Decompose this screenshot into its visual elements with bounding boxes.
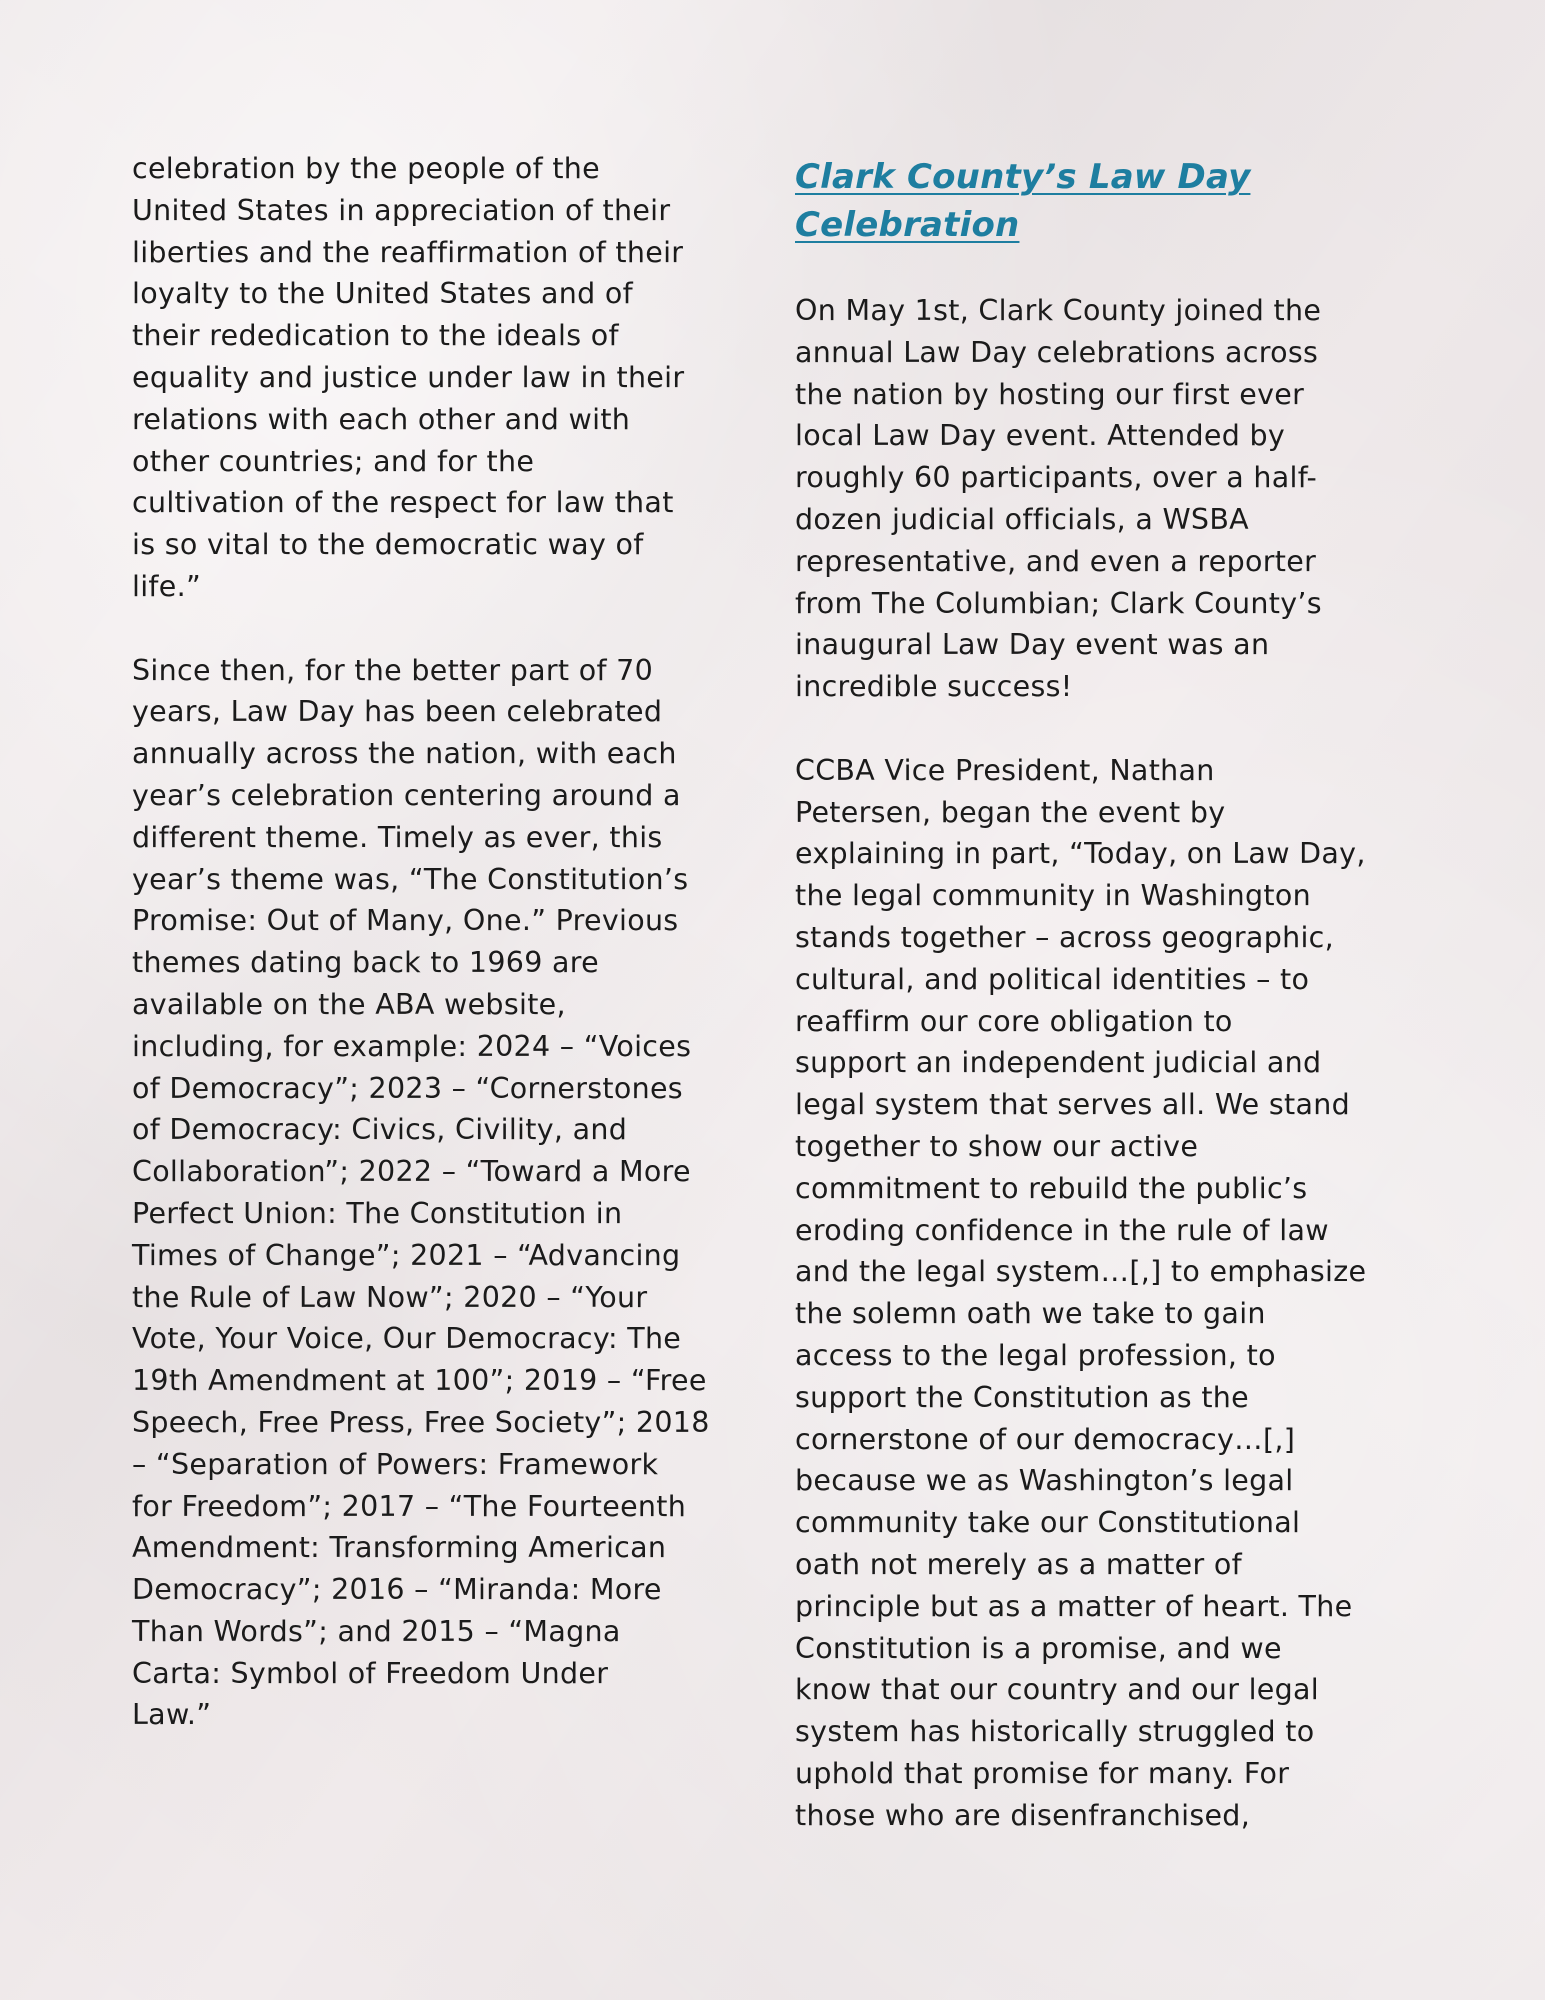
text-line: community take our Constitutional xyxy=(795,1506,1301,1540)
text-line: for Freedom”; 2017 – “The Fourteenth xyxy=(132,1489,687,1523)
text-line: themes dating back to 1969 are xyxy=(132,946,599,980)
text-line: year’s theme was, “The Constitution’s xyxy=(132,862,689,896)
text-line: Democracy”; 2016 – “Miranda: More xyxy=(132,1573,662,1607)
text-line: system has historically struggled to xyxy=(795,1715,1315,1749)
text-line: of Democracy”; 2023 – “Cornerstones xyxy=(132,1071,683,1105)
text-line: Vote, Your Voice, Our Democracy: The xyxy=(132,1322,682,1356)
text-line: of Democracy: Civics, Civility, and xyxy=(132,1113,628,1147)
heading-line: Clark County’s Law Day xyxy=(795,157,1251,197)
text-line: Petersen, began the event by xyxy=(795,795,1226,829)
left-column xyxy=(132,148,757,1778)
text-line: Promise: Out of Many, One.” Previous xyxy=(132,904,679,938)
text-line: Constitution is a promise, and we xyxy=(795,1631,1282,1665)
text-line: cultivation of the respect for law that xyxy=(132,486,674,520)
text-line: – “Separation of Powers: Framework xyxy=(132,1447,659,1481)
text-line: incredible success! xyxy=(795,670,1073,704)
text-line: including, for example: 2024 – “Voices xyxy=(132,1029,692,1063)
text-line: other countries; and for the xyxy=(132,444,535,478)
text-line: Since then, for the better part of 70 xyxy=(132,653,654,687)
text-line: from The Columbian; Clark County’s xyxy=(795,586,1322,620)
text-line: the solemn oath we take to gain xyxy=(795,1297,1266,1331)
text-line: because we as Washington’s legal xyxy=(795,1464,1294,1498)
text-line: Times of Change”; 2021 – “Advancing xyxy=(132,1238,681,1272)
text-line: liberties and the reaffirmation of their xyxy=(132,235,684,269)
text-line: inaugural Law Day event was an xyxy=(795,628,1270,662)
text-line: cultural, and political identities – to xyxy=(795,962,1310,996)
text-line: Law.” xyxy=(132,1698,212,1732)
text-line: principle but as a matter of heart. The xyxy=(795,1589,1353,1623)
text-line: reaffirm our core obligation to xyxy=(795,1004,1233,1038)
text-line: Carta: Symbol of Freedom Under xyxy=(132,1656,609,1690)
text-line: CCBA Vice President, Nathan xyxy=(795,753,1215,787)
text-line: equality and justice under law in their xyxy=(132,360,685,394)
text-line: annually across the nation, with each xyxy=(132,737,677,771)
text-line: access to the legal profession, to xyxy=(795,1338,1276,1372)
left-paragraph-2 xyxy=(132,650,757,1737)
text-line: representative, and even a reporter xyxy=(795,544,1317,578)
text-line: support an independent judicial and xyxy=(795,1046,1322,1080)
text-line: stands together – across geographic, xyxy=(795,920,1334,954)
text-line: life.” xyxy=(132,569,202,603)
text-line: explaining in part, “Today, on Law Day, xyxy=(795,837,1366,871)
text-line: Perfect Union: The Constitution in xyxy=(132,1196,623,1230)
text-line: support the Constitution as the xyxy=(795,1380,1249,1414)
text-line: the nation by hosting our first ever xyxy=(795,377,1305,411)
right-paragraph-2 xyxy=(795,750,1425,1837)
text-line: know that our country and our legal xyxy=(795,1673,1320,1707)
text-line: Amendment: Transforming American xyxy=(132,1531,667,1565)
right-paragraph-1 xyxy=(795,290,1425,708)
text-line: Than Words”; and 2015 – “Magna xyxy=(132,1614,621,1648)
text-line: celebration by the people of the xyxy=(132,152,600,185)
text-line: local Law Day event. Attended by xyxy=(795,419,1286,453)
text-line: annual Law Day celebrations across xyxy=(795,335,1319,369)
text-line: different theme. Timely as ever, this xyxy=(132,820,663,854)
text-line: the legal community in Washington xyxy=(795,879,1312,913)
text-line: their rededication to the ideals of xyxy=(132,319,619,353)
section-heading xyxy=(795,148,1425,249)
text-line: those who are disenfranchised, xyxy=(795,1798,1251,1832)
text-line: oath not merely as a matter of xyxy=(795,1547,1242,1581)
text-line: 19th Amendment at 100”; 2019 – “Free xyxy=(132,1364,707,1398)
text-line: together to show our active xyxy=(795,1129,1199,1163)
text-line: eroding confidence in the rule of law xyxy=(795,1213,1329,1247)
text-line: legal system that serves all. We stand xyxy=(795,1088,1350,1122)
right-column xyxy=(795,148,1425,1878)
text-line: is so vital to the democratic way of xyxy=(132,528,644,562)
text-line: Collaboration”; 2022 – “Toward a More xyxy=(132,1155,691,1189)
text-line: relations with each other and with xyxy=(132,402,631,436)
text-line: uphold that promise for many. For xyxy=(795,1756,1290,1790)
text-line: United States in appreciation of their xyxy=(132,193,671,227)
text-line: the Rule of Law Now”; 2020 – “Your xyxy=(132,1280,648,1314)
text-line: years, Law Day has been celebrated xyxy=(132,695,663,729)
text-line: roughly 60 participants, over a half- xyxy=(795,461,1318,495)
text-line: and the legal system…[,] to emphasize xyxy=(795,1255,1367,1289)
text-line: available on the ABA website, xyxy=(132,987,566,1021)
text-line: commitment to rebuild the public’s xyxy=(795,1171,1308,1205)
left-paragraph-1 xyxy=(132,148,757,608)
text-line: loyalty to the United States and of xyxy=(132,277,633,311)
heading-line: Celebration xyxy=(795,205,1020,245)
text-line: On May 1st, Clark County joined the xyxy=(795,294,1322,327)
text-line: year’s celebration centering around a xyxy=(132,778,681,812)
text-line: cornerstone of our democracy…[,] xyxy=(795,1422,1296,1456)
text-line: dozen judicial officials, a WSBA xyxy=(795,502,1249,536)
text-line: Speech, Free Press, Free Society”; 2018 xyxy=(132,1405,710,1439)
